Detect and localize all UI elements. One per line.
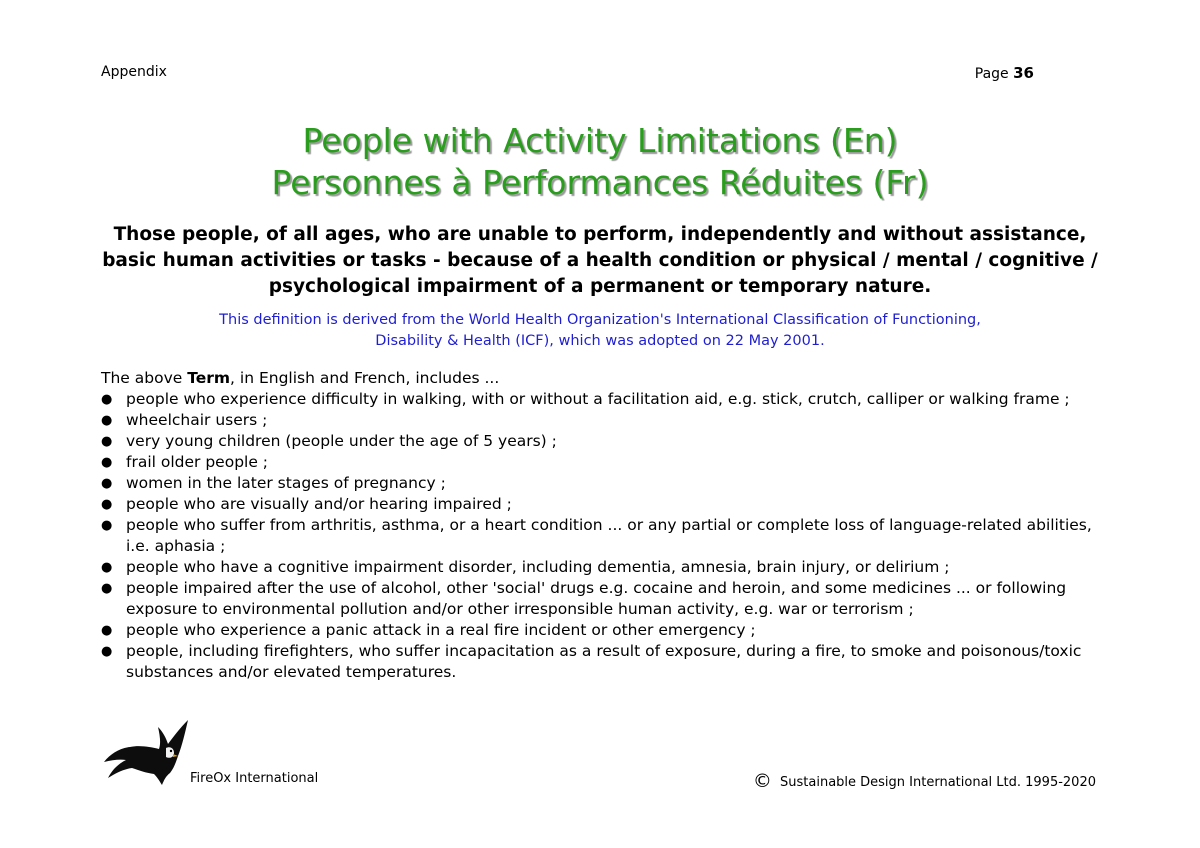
bullet-icon: ● xyxy=(101,497,113,512)
footer-organization: FireOx International xyxy=(190,771,319,786)
intro-term: Term xyxy=(187,369,231,387)
list-item xyxy=(101,431,1101,452)
eagle-logo-icon xyxy=(100,718,192,786)
list-item xyxy=(101,578,1101,620)
list-item-text: people who have a cognitive impairment disorder, including dementia, amnesia, brain injury, or delirium ; xyxy=(126,558,950,576)
source-line-1: This definition is derived from the World Health Organization's International Classification of Functioning, xyxy=(219,312,981,328)
bullet-icon: ● xyxy=(101,476,113,491)
page-indicator xyxy=(975,64,1034,82)
footer-copyright xyxy=(753,769,1096,791)
definition-text: Those people, of all ages, who are unable to perform, independently and without assistance, basic human activities or tasks - because of a health condition or physical / mental / cognitive / psychological impairment of a permanent or temporary nature. xyxy=(102,224,1098,297)
header-section: Appendix xyxy=(101,64,167,80)
copyright-text: Sustainable Design International Ltd. 1995-2020 xyxy=(780,775,1096,790)
list-item-text: women in the later stages of pregnancy ; xyxy=(126,474,446,492)
list-item xyxy=(101,389,1101,410)
bullet-icon: ● xyxy=(101,560,113,575)
page-label: Page xyxy=(974,66,1009,82)
bullet-icon: ● xyxy=(101,644,113,659)
title-french: Personnes à Performances Réduites (Fr) xyxy=(271,163,929,202)
copyright-icon: © xyxy=(752,770,772,792)
list-item xyxy=(101,620,1101,641)
list-item xyxy=(101,473,1101,494)
bullet-icon: ● xyxy=(101,413,113,428)
list-item xyxy=(101,515,1101,557)
list-item-text: people who experience difficulty in walking, with or without a facilitation aid, e.g. stick, crutch, calliper or walking frame ; xyxy=(126,390,1070,408)
bullet-icon: ● xyxy=(101,581,113,596)
list-item xyxy=(101,641,1101,683)
list-item-text: people who are visually and/or hearing impaired ; xyxy=(126,495,512,513)
list-item xyxy=(101,452,1101,473)
list-item-text: frail older people ; xyxy=(126,453,269,471)
intro-before: The above xyxy=(101,369,188,387)
list-intro xyxy=(101,369,499,387)
bullet-icon: ● xyxy=(101,623,113,638)
list-item-text: very young children (people under the age of 5 years) ; xyxy=(126,432,557,450)
title-english: People with Activity Limitations (En) xyxy=(302,121,898,160)
page-title xyxy=(0,120,1200,204)
list-item-text: people who experience a panic attack in a real fire incident or other emergency ; xyxy=(126,621,756,639)
includes-list xyxy=(101,389,1101,683)
list-item-text: people impaired after the use of alcohol, other 'social' drugs e.g. cocaine and heroin, and some medicines ... or following exposure to environmental pollution and/or other irresponsible human activity, e.g. war or terrorism ; xyxy=(126,579,1067,618)
bullet-icon: ● xyxy=(101,392,113,407)
list-item xyxy=(101,557,1101,578)
intro-after: , in English and French, includes ... xyxy=(230,369,500,387)
bullet-icon: ● xyxy=(101,434,113,449)
bullet-icon: ● xyxy=(101,455,113,470)
page-number: 36 xyxy=(1013,64,1034,82)
list-item-text: people who suffer from arthritis, asthma, or a heart condition ... or any partial or complete loss of language-related abilities, i.e. aphasia ; xyxy=(126,516,1092,555)
list-item-text: wheelchair users ; xyxy=(126,411,268,429)
bullet-icon: ● xyxy=(101,518,113,533)
list-item xyxy=(101,494,1101,515)
definition-source xyxy=(100,310,1100,352)
list-item-text: people, including firefighters, who suffer incapacitation as a result of exposure, during a fire, to smoke and poisonous/toxic substances and/or elevated temperatures. xyxy=(126,642,1082,681)
source-line-2: Disability & Health (ICF), which was adopted on 22 May 2001. xyxy=(375,333,825,349)
list-item xyxy=(101,410,1101,431)
